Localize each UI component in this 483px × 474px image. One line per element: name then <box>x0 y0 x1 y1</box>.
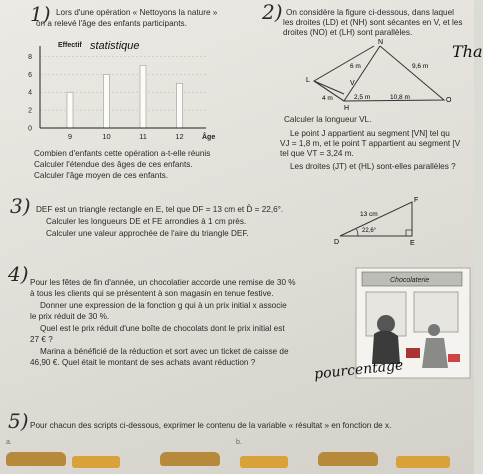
ex3-line1: DEF est un triangle rectangle en E, tel que DF = 13 cm et D̂ = 22,6°. <box>36 205 284 214</box>
ex1-question3: Calculer l'âge moyen de ces enfants. <box>34 171 169 180</box>
bar-age-10 <box>104 74 110 128</box>
label-V: V <box>350 80 355 87</box>
x-tick-label: 11 <box>139 132 147 141</box>
y-tick-label: 4 <box>28 89 32 97</box>
ex3-line2: Calculer les longueurs DE et FE arrondies à 1 cm près. <box>46 217 247 226</box>
ex4-line7: Marina a bénéficié de la réduction et sort avec un ticket de caisse de <box>40 347 289 356</box>
age-bar-chart <box>18 36 218 146</box>
ex4-line3: Donner une expression de la fonction g qui à un prix initial x associe <box>40 301 287 310</box>
chart-ylabel: Effectif <box>58 42 82 49</box>
script-e-block <box>396 456 450 468</box>
tri-label-D: D <box>334 239 340 246</box>
x-tick-label: 10 <box>102 132 111 141</box>
ex3-triangle-figure <box>332 194 432 248</box>
ex2-question2a: Le point J appartient au segment [VN] tel qu <box>290 129 450 138</box>
label-N: N <box>378 39 384 46</box>
tri-label-F: F <box>414 197 419 204</box>
x-axis-label: Âge <box>202 134 216 141</box>
tri-label-E: E <box>410 240 415 247</box>
ex2-figure-lines <box>314 46 444 101</box>
x-tick-label: 12 <box>175 132 184 141</box>
label-H: H <box>344 105 350 112</box>
ex1-intro-line1: Lors d'une opération « Nettoyons la nature » <box>56 8 218 17</box>
bar-age-9 <box>67 92 73 128</box>
y-tick-label: 8 <box>28 53 32 61</box>
ex2-question2d: Les droites (JT) et (HL) sont-elles parallèles ? <box>290 162 456 171</box>
label-O: O <box>446 97 452 104</box>
ex5-label-a: a. <box>6 439 12 446</box>
length-vo: 10,8 m <box>390 94 410 101</box>
ex1-question2: Calculer l'étendue des âges de ces enfants. <box>34 160 193 169</box>
bar-age-11 <box>140 65 146 128</box>
script-b-hat-block <box>160 452 220 466</box>
y-tick-label: 2 <box>28 107 32 115</box>
ex2-intro-line2: les droites (LD) et (NH) sont sécantes en V, et les <box>283 18 463 27</box>
ex5-number: 5) <box>8 409 29 433</box>
tri-hypotenuse: 13 cm <box>360 211 378 218</box>
label-L: L <box>306 77 310 84</box>
ex2-handwritten-note: Tha <box>452 42 483 61</box>
y-tick-label: 6 <box>28 71 32 79</box>
ex4-line2: à tous les clients qui se présentent à son magasin en tenue festive. <box>30 289 274 298</box>
ex1-number: 1) <box>30 2 51 26</box>
script-d-hat-block <box>318 452 378 466</box>
length-no: 9,6 m <box>412 63 429 70</box>
ex4-handwritten-note: pourcentage <box>313 357 405 383</box>
ex2-question1: Calculer la longueur VL. <box>284 115 372 124</box>
chart-handwritten-note: statistique <box>90 40 140 52</box>
script-a-block <box>72 456 120 468</box>
ex4-line4: le prix réduit de 30 %. <box>30 312 110 321</box>
ex4-number: 4) <box>8 262 29 286</box>
ex4-line1: Pour les fêtes de fin d'année, un chocolatier accorde une remise de 30 % <box>30 278 296 287</box>
chart-bars <box>67 65 183 128</box>
length-lh: 4 m <box>322 95 333 102</box>
ex4-line5: Quel est le prix réduit d'une boîte de chocolats dont le prix initial est <box>40 324 285 333</box>
ex5-text: Pour chacun des scripts ci-dessous, exprimer le contenu de la variable « résultat » en fonction de x. <box>30 421 392 430</box>
ex5-label-b: b. <box>236 439 242 446</box>
ex2-question2b: VJ = 1,8 m, et le point T appartient au segment [V <box>280 139 461 148</box>
ex4-line8: 46,90 €. Quel était le montant de ses achats avant réduction ? <box>30 358 256 367</box>
x-tick-label: 9 <box>67 132 73 141</box>
script-a-hat-block <box>6 452 66 466</box>
tri-angle: 22,6° <box>362 228 377 234</box>
ex3-number: 3) <box>10 194 31 218</box>
bar-age-12 <box>177 83 183 128</box>
length-hv: 2,5 m <box>354 94 371 101</box>
ex2-number: 2) <box>262 0 283 24</box>
ex4-line6: 27 € ? <box>30 335 53 344</box>
ex1-intro-line2: on a relevé l'âge des enfants participants. <box>36 19 187 28</box>
length-ln: 6 m <box>350 63 361 70</box>
script-c-block <box>240 456 288 468</box>
ex2-question2c: tel que VT = 3,24 m. <box>280 149 354 158</box>
y-tick-label: 0 <box>28 125 32 133</box>
shop-sign-text: Chocolaterie <box>390 277 430 284</box>
ex2-figure <box>300 38 460 116</box>
ex2-intro-line1: On considère la figure ci-dessous, dans laquel <box>286 8 454 17</box>
ex3-line3: Calculer une valeur approchée de l'aire du triangle DEF. <box>46 229 249 238</box>
ex2-intro-line3: droites (NO) et (LH) sont parallèles. <box>283 28 413 37</box>
ex1-question1: Combien d'enfants cette opération a-t-elle réunis <box>34 149 211 158</box>
